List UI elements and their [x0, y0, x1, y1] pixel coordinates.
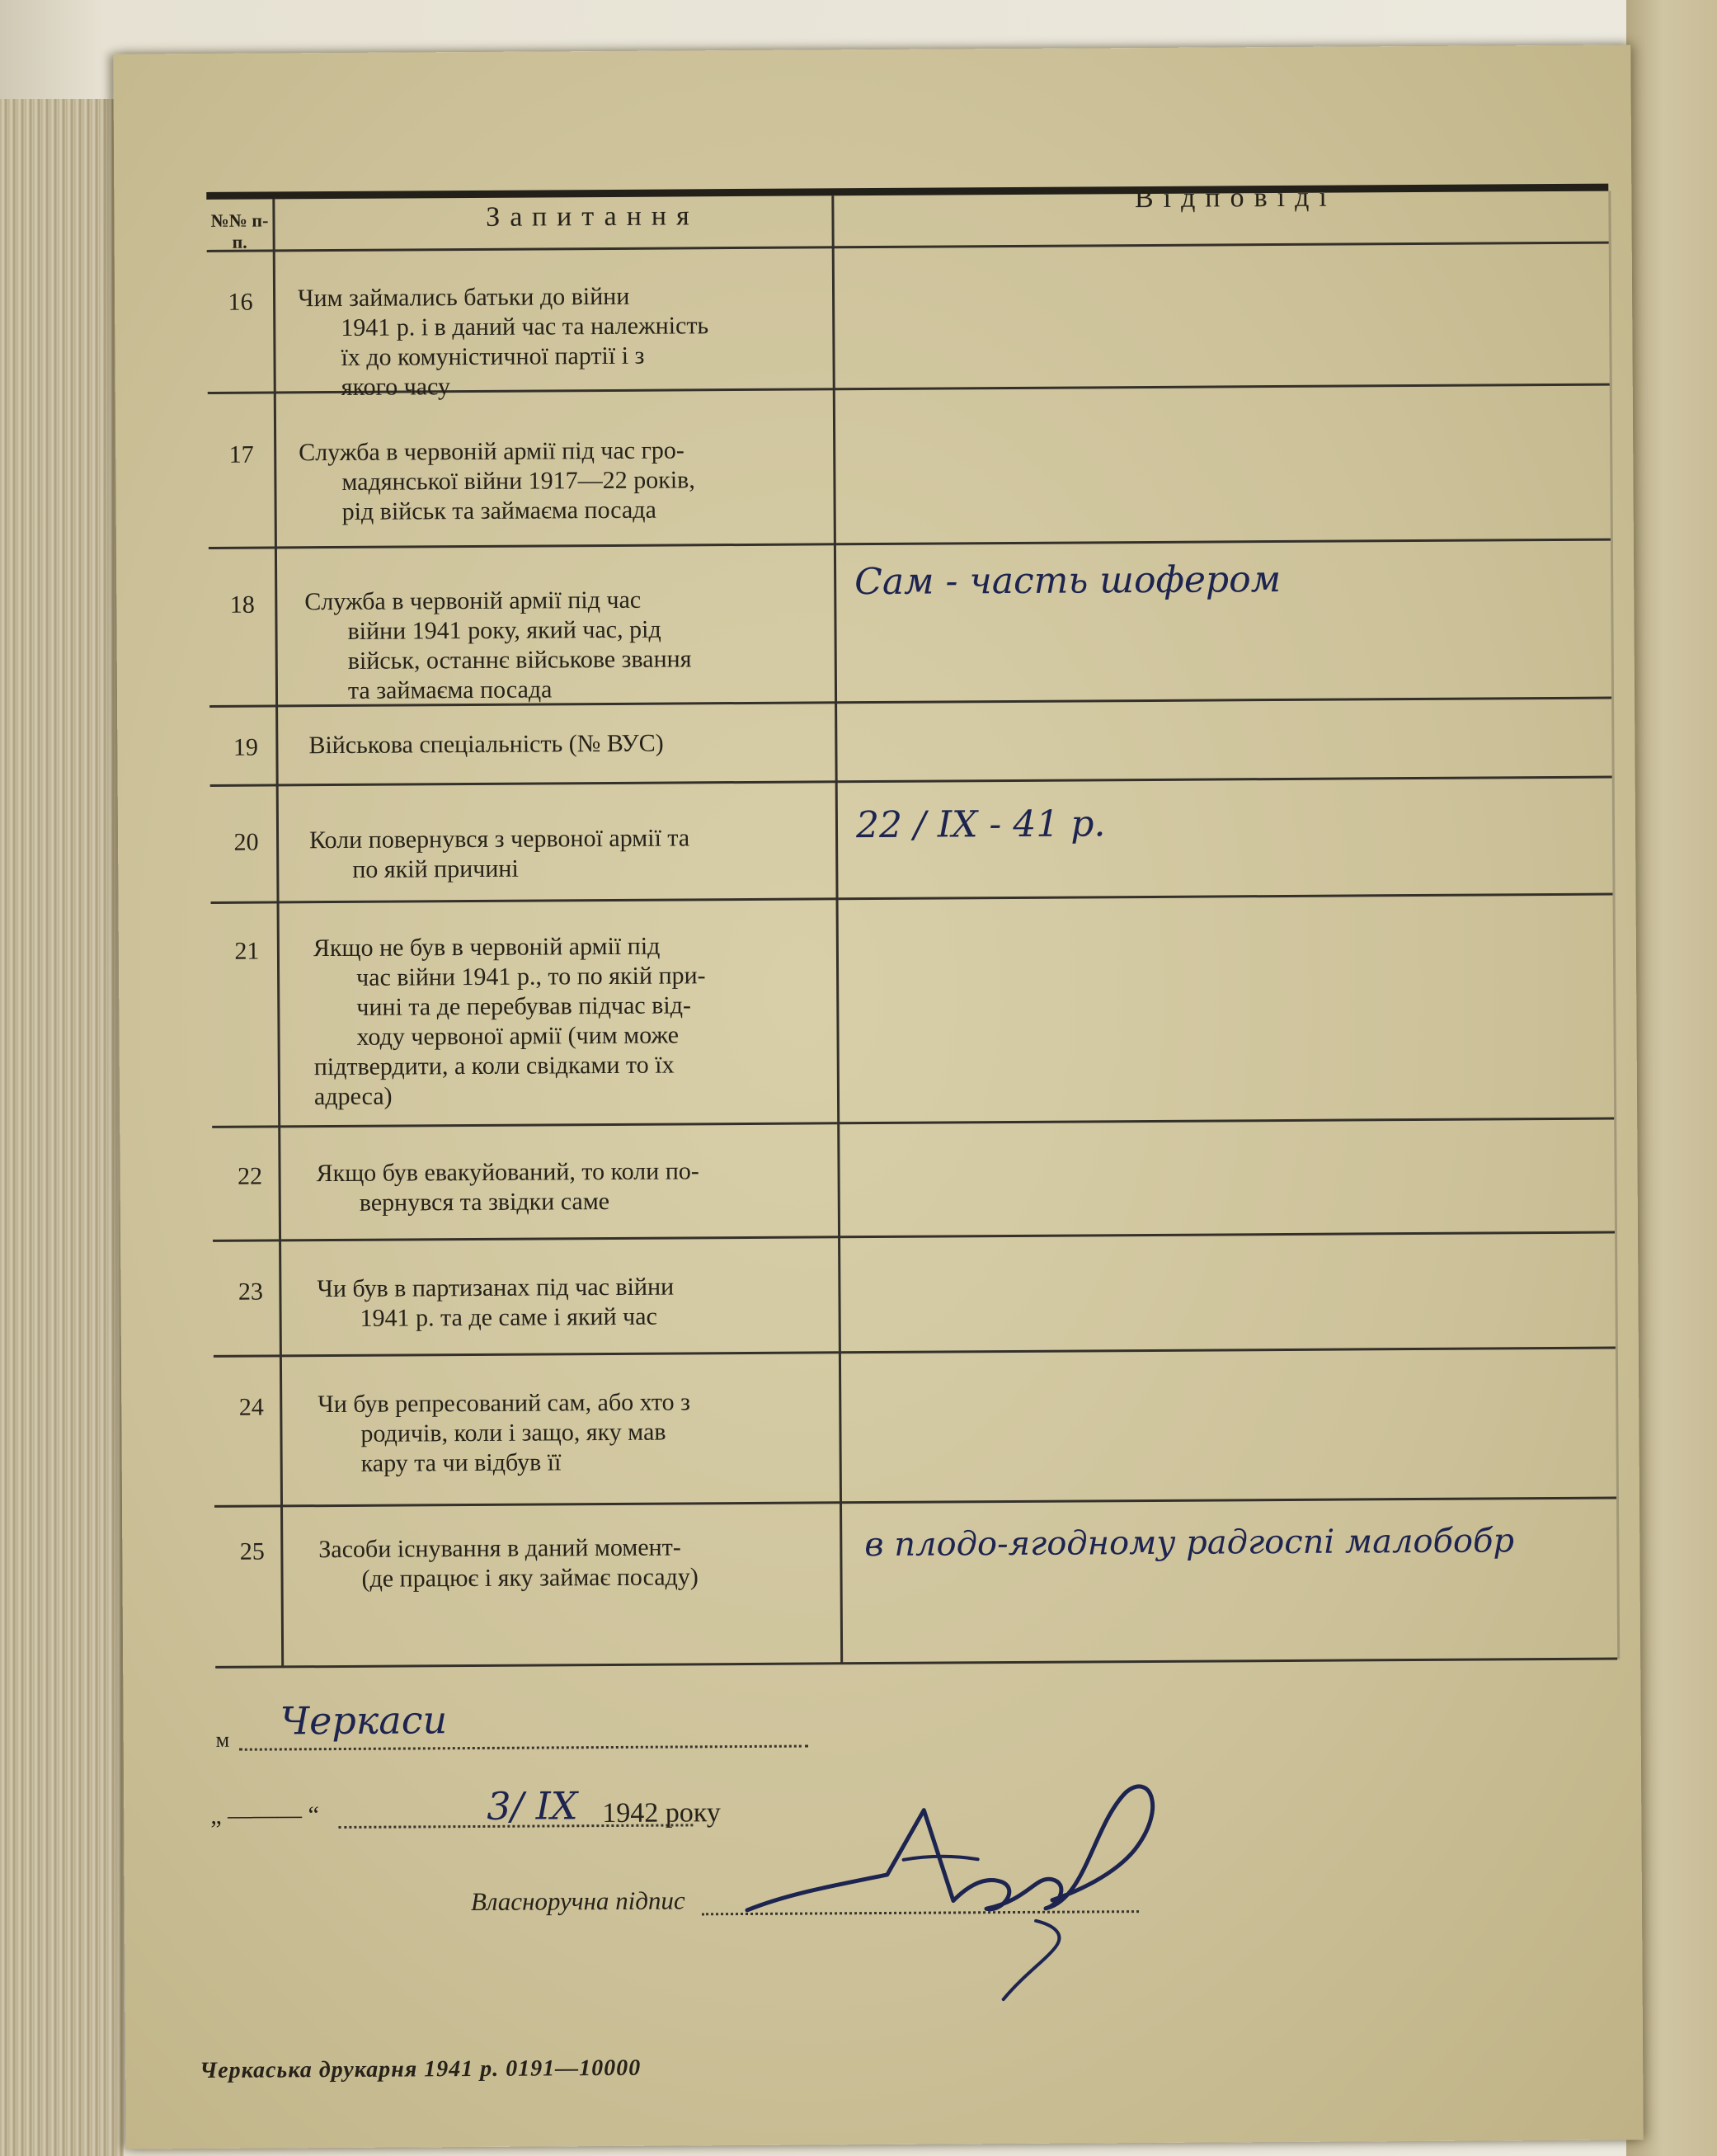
question-line: їх до комуністичної партії і з	[341, 341, 645, 371]
row-divider	[209, 539, 1611, 549]
question-line: вернувся та звідки саме	[359, 1187, 610, 1217]
question-line: кару та чи відбув її	[360, 1448, 562, 1477]
date-year	[602, 1797, 721, 1829]
question-line: війни 1941 року, який час, рід	[347, 615, 661, 645]
header-bottom-rule	[207, 242, 1609, 252]
question-line: час війни 1941 р., то по якій при-	[356, 962, 706, 991]
row-answer: в плодо-ягодному радгоспі малобобр	[864, 1522, 1515, 1565]
handwritten-signature	[738, 1776, 1169, 2009]
question-line: 1941 р. і в даний час та належність	[341, 312, 709, 341]
question-line: та займаєма посада	[347, 676, 553, 704]
question-line: Служба в червоній армії під час гро-	[299, 436, 684, 467]
row-number: 17	[228, 440, 254, 468]
row-question	[304, 584, 825, 706]
form-page	[113, 45, 1643, 2149]
row-question	[318, 1386, 838, 1479]
book-page-edges	[0, 99, 124, 2156]
question-line: Якщо не був в червоній армії під	[313, 932, 661, 963]
row-number: 23	[238, 1278, 264, 1306]
place-dotted-line	[239, 1745, 808, 1751]
row-question	[309, 822, 829, 885]
number-column-divider	[272, 199, 284, 1667]
question-line: Служба в червоній армії під час	[304, 586, 642, 616]
row-question	[299, 435, 819, 527]
row-divider	[213, 1231, 1615, 1242]
row-question	[308, 727, 828, 760]
question-line: Військова спеціальність (№ ВУС)	[308, 729, 664, 760]
question-line: по якій причині	[352, 854, 519, 883]
date-value: 3/ IX	[487, 1783, 578, 1829]
row-answer: 22 / IX - 41 р.	[855, 803, 1106, 847]
row-number: 20	[233, 828, 259, 856]
question-line: якого часу	[341, 373, 451, 401]
place-value: Черкаси	[280, 1697, 448, 1744]
question-line: військ, останнє військове звання	[347, 645, 692, 675]
header-number-label: №№ п-п.	[210, 209, 269, 252]
question-line: Чи був репресований сам, або хто з	[318, 1388, 691, 1419]
question-line: підтвердити, а коли свідками то їх	[313, 1051, 675, 1081]
row-number: 22	[237, 1162, 263, 1190]
row-question	[318, 1532, 838, 1594]
header-answer-label: Відповіді	[1134, 181, 1337, 214]
row-answer: Сам - часть шофером	[854, 558, 1282, 604]
place-prefix: м	[215, 1727, 230, 1752]
question-line: родичів, коли і защо, яку мав	[360, 1418, 666, 1448]
row-number: 16	[228, 288, 253, 316]
question-line: (де працює і яку займає посаду)	[361, 1563, 699, 1593]
header-question-label: Запитання	[486, 200, 699, 233]
year-value: 1942	[602, 1797, 659, 1829]
question-line: Чи був в партизанах під час війни	[317, 1273, 675, 1303]
table-bottom-rule	[215, 1658, 1617, 1669]
table-right-edge	[1608, 191, 1620, 1659]
row-number: 25	[239, 1537, 265, 1565]
printer-imprint: Черкаська друкарня 1941 р. 0191—10000	[200, 2055, 642, 2084]
row-question	[317, 1271, 836, 1334]
row-question	[313, 930, 834, 1112]
row-divider	[214, 1497, 1616, 1508]
row-divider	[212, 1118, 1614, 1128]
question-line: ходу червоної армії (чим може	[356, 1021, 680, 1051]
row-number: 21	[234, 937, 260, 965]
row-question	[316, 1156, 835, 1218]
question-line: адреса)	[313, 1082, 393, 1111]
row-question	[298, 280, 818, 402]
row-number: 24	[238, 1393, 264, 1421]
question-line: рід військ та займаєма посада	[341, 496, 656, 525]
question-line: чині та де перебував підчас від-	[356, 991, 692, 1021]
question-line: Коли повернувся з червоної армії та	[308, 824, 690, 854]
question-line: Засоби існування в даний момент-	[318, 1533, 681, 1564]
question-line: Якщо був евакуйований, то коли по-	[316, 1157, 699, 1188]
signature-label: Власноручна підпис	[470, 1885, 685, 1917]
year-suffix: року	[665, 1797, 721, 1829]
question-line: мадянської війни 1917—22 років,	[341, 466, 695, 496]
row-divider	[210, 776, 1612, 787]
row-number: 19	[233, 733, 258, 761]
row-divider	[211, 893, 1613, 904]
date-quotes: „ ——— “	[210, 1801, 320, 1829]
row-number: 18	[229, 591, 255, 619]
question-line: 1941 р. та де саме і який час	[360, 1302, 657, 1332]
question-line: Чим займались батьки до війни	[297, 282, 630, 313]
row-divider	[214, 1347, 1616, 1358]
